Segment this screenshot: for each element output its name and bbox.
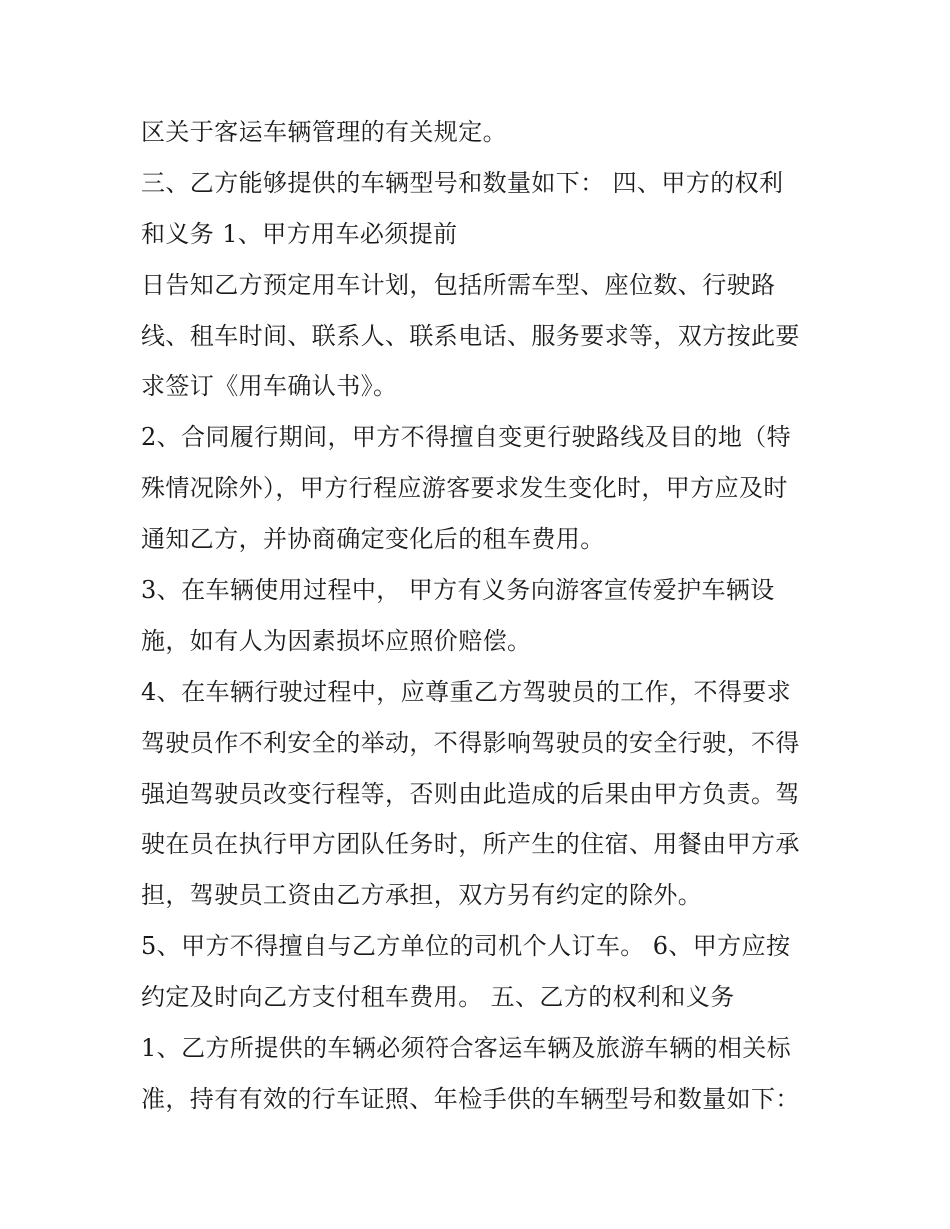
text-line: 殊情况除外），甲方行程应游客要求发生变化时，甲方应及时 (141, 474, 788, 503)
text-line: 5、甲方不得擅自与乙方单位的司机个人订车。 6、甲方应按 (141, 932, 791, 961)
text-line: 通知乙方，并协商确定变化后的租车费用。 (141, 525, 605, 554)
text-line: 求签订《用车确认书》。 (141, 372, 398, 401)
text-line: 1、乙方所提供的车辆必须符合客运车辆及旅游车辆的相关标 (141, 1034, 792, 1063)
text-line: 和义务 1、甲方用车必须提前 (141, 219, 458, 248)
text-line: 担，驾驶员工资由乙方承担，双方另有约定的除外。 (141, 881, 703, 910)
text-line: 区关于客运车辆管理的有关规定。 (141, 118, 507, 146)
text-line: 日告知乙方预定用车计划，包括所需车型、座位数、行驶路 (141, 270, 776, 299)
text-line: 三、乙方能够提供的车辆型号和数量如下： 四、甲方的权利 (141, 168, 784, 197)
text-line: 3、在车辆使用过程中， 甲方有义务向游客宣传爱护车辆设 (141, 576, 775, 605)
text-line: 4、在车辆行驶过程中，应尊重乙方驾驶员的工作，不得要求 (141, 677, 792, 706)
text-line: 准，持有有效的行车证照、年检手供的车辆型号和数量如下： (141, 1084, 800, 1113)
text-line: 驶在员在执行甲方团队任务时，所产生的住宿、用餐由甲方承 (141, 830, 800, 859)
text-line: 2、合同履行期间，甲方不得擅自变更行驶路线及目的地（特 (141, 423, 792, 452)
text-line: 约定及时向乙方支付租车费用。 五、乙方的权利和义务 (141, 983, 735, 1012)
text-line: 强迫驾驶员改变行程等，否则由此造成的后果由甲方负责。驾 (141, 779, 800, 808)
text-line: 线、租车时间、联系人、联系电话、服务要求等，双方按此要 (141, 321, 800, 350)
text-line: 驾驶员作不利安全的举动，不得影响驾驶员的安全行驶，不得 (141, 728, 800, 757)
text-line: 施，如有人为因素损坏应照价赔偿。 (141, 626, 532, 655)
document-body (141, 107, 821, 1125)
